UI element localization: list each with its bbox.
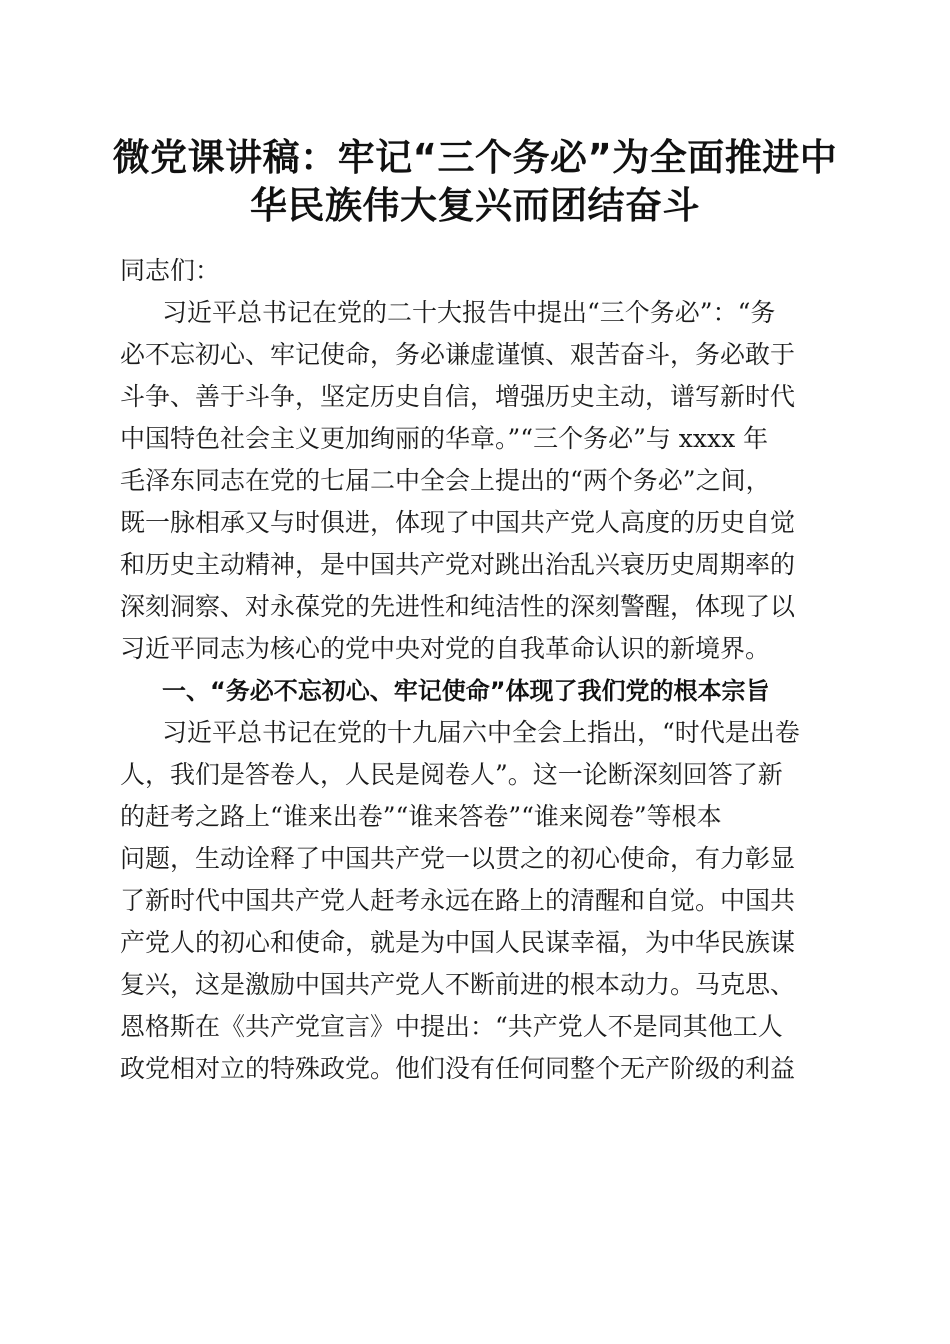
salutation: 同志们：	[120, 256, 221, 285]
paragraph-line: 中国特色社会主义更加绚丽的华章。”“三个务必”与 xxxx 年	[120, 424, 769, 453]
paragraph-1	[120, 292, 825, 670]
paragraph-line: 了新时代中国共产党人赶考永远在路上的清醒和自觉。中国共	[120, 886, 796, 915]
paragraph-line: 复兴，这是激励中国共产党人不断前进的根本动力。马克思、	[120, 970, 796, 999]
paragraph-line: 毛泽东同志在党的七届二中全会上提出的“两个务必”之间，	[120, 466, 771, 495]
document-body	[120, 250, 825, 1090]
paragraph-line: 产党人的初心和使命，就是为中国人民谋幸福，为中华民族谋	[120, 928, 796, 957]
document-title	[100, 134, 850, 230]
paragraph-line: 习近平总书记在党的十九届六中全会上指出，“时代是出卷	[162, 718, 800, 747]
paragraph-line: 必不忘初心、牢记使命，务必谦虚谨慎、艰苦奋斗，务必敢于	[120, 340, 796, 369]
paragraph-line: 的赶考之路上“谁来出卷”“谁来答卷”“谁来阅卷”等根本	[120, 802, 722, 831]
paragraph-line: 斗争、善于斗争，坚定历史自信，增强历史主动，谱写新时代	[120, 382, 796, 411]
paragraph-line: 既一脉相承又与时俱进，体现了中国共产党人高度的历史自觉	[120, 508, 796, 537]
paragraph-2	[120, 712, 825, 1090]
paragraph-line: 政党相对立的特殊政党。他们没有任何同整个无产阶级的利益	[120, 1054, 796, 1083]
paragraph-line: 人，我们是答卷人，人民是阅卷人”。这一论断深刻回答了新	[120, 760, 783, 789]
paragraph-line: 习近平总书记在党的二十大报告中提出“三个务必”：“务	[162, 298, 776, 327]
paragraph-line: 问题，生动诠释了中国共产党一以贯之的初心使命，有力彰显	[120, 844, 796, 873]
paragraph-line: 习近平同志为核心的党中央对党的自我革命认识的新境界。	[120, 634, 771, 663]
title-line: 华民族伟大复兴而团结奋斗	[250, 184, 700, 227]
paragraph-line: 深刻洞察、对永葆党的先进性和纯洁性的深刻警醒，体现了以	[120, 592, 796, 621]
paragraph-line: 和历史主动精神，是中国共产党对跳出治乱兴衰历史周期率的	[120, 550, 796, 579]
section-heading: 一、“务必不忘初心、牢记使命”体现了我们党的根本宗旨	[162, 677, 770, 705]
title-line: 微党课讲稿：牢记“三个务必”为全面推进中	[112, 136, 838, 179]
paragraph-line: 恩格斯在《共产党宣言》中提出：“共产党人不是同其他工人	[120, 1012, 783, 1041]
